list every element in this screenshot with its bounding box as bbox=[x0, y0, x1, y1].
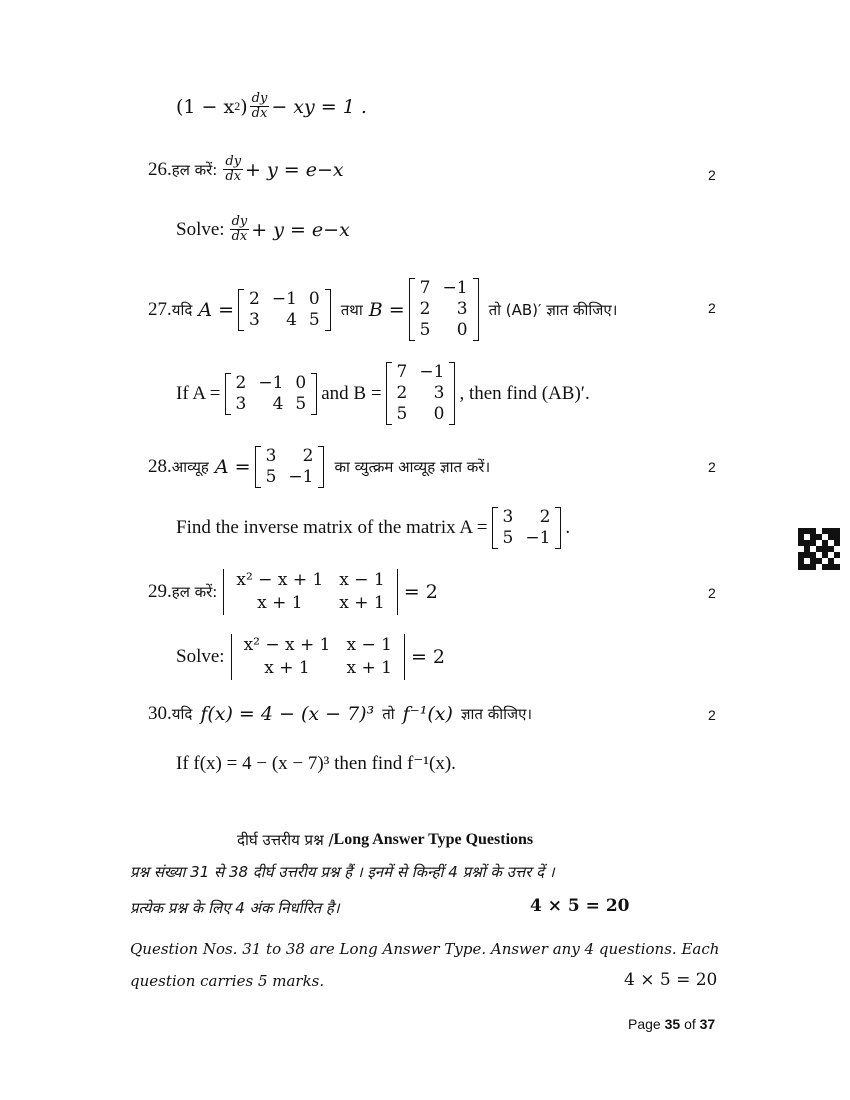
matrix-cell: 5 bbox=[502, 528, 514, 548]
eq-fraction bbox=[250, 92, 270, 121]
matrix-cell: 7 bbox=[396, 362, 408, 382]
question-number: 30. bbox=[148, 703, 172, 724]
a-label: A = bbox=[198, 298, 234, 321]
det-rhs: = 2 bbox=[403, 581, 438, 603]
question-28-hindi bbox=[148, 446, 490, 488]
matrix-cell: −1 bbox=[419, 362, 445, 382]
matrix-cell: 3 bbox=[456, 299, 468, 319]
page-total: 37 bbox=[699, 1016, 716, 1032]
hindi-suffix: का व्युत्क्रम आव्यूह ज्ञात करें। bbox=[334, 458, 491, 476]
matrix-m bbox=[255, 446, 325, 488]
english-prefix: Solve: bbox=[176, 218, 225, 240]
frac-denominator: dx bbox=[231, 229, 248, 244]
marks-q27: 2 bbox=[708, 300, 716, 316]
hindi-if: यदि bbox=[171, 300, 193, 319]
matrix-cell: 4 bbox=[286, 309, 297, 330]
det-cell: x + 1 bbox=[346, 658, 392, 678]
q26-fraction bbox=[223, 155, 243, 184]
matrix-m-en bbox=[492, 507, 562, 549]
matrix-cell: 5 bbox=[308, 309, 320, 330]
frac-denominator: dx bbox=[251, 106, 268, 121]
question-27-hindi bbox=[148, 278, 617, 341]
question-26-hindi bbox=[148, 155, 344, 184]
det-cell: x² − x + 1 bbox=[243, 635, 331, 655]
english-and: and B = bbox=[321, 382, 382, 404]
det-cell: x + 1 bbox=[339, 593, 385, 613]
frac-numerator: dy bbox=[251, 91, 268, 106]
matrix-cell: 2 bbox=[249, 288, 260, 309]
hindi-expr: f(x) = 4 − (x − 7)³ bbox=[200, 703, 375, 725]
hindi-prefix: आव्यूह bbox=[171, 458, 209, 476]
section-heading-english: Long Answer Type Questions bbox=[333, 831, 534, 848]
matrix-cell: 3 bbox=[235, 393, 247, 414]
section-heading bbox=[237, 830, 533, 850]
matrix-cell: 3 bbox=[265, 446, 277, 466]
question-30-english: If f(x) = 4 − (x − 7)³ then find f⁻¹(x). bbox=[176, 753, 456, 774]
det-cell: x − 1 bbox=[346, 635, 392, 655]
page-current: 35 bbox=[664, 1016, 681, 1032]
matrix-cell: 4 bbox=[272, 393, 284, 414]
section-hindi-marks: 4 × 5 = 20 bbox=[530, 896, 630, 916]
question-number: 28. bbox=[148, 456, 172, 477]
question-30-hindi bbox=[148, 703, 532, 725]
eq-lhs-open: (1 − x bbox=[176, 95, 235, 118]
marks-q28: 2 bbox=[708, 459, 716, 475]
matrix-cell: 0 bbox=[295, 372, 307, 393]
determinant-en bbox=[231, 634, 405, 680]
determinant bbox=[223, 569, 397, 615]
matrix-cell: 0 bbox=[308, 288, 320, 309]
section-english-marks: 4 × 5 = 20 bbox=[624, 970, 718, 990]
matrix-cell: 5 bbox=[396, 404, 408, 424]
question-26-english bbox=[176, 215, 350, 244]
english-prefix: Solve: bbox=[176, 646, 225, 667]
matrix-cell: 5 bbox=[265, 467, 277, 487]
b-label: B = bbox=[368, 298, 405, 321]
marks-q26: 2 bbox=[708, 167, 716, 183]
question-number: 26. bbox=[148, 158, 172, 180]
question-28-english: Find the inverse matrix of the matrix A = 3 2 5 −1 . bbox=[176, 507, 571, 548]
marks-q30: 2 bbox=[708, 707, 716, 723]
frac-denominator: dx bbox=[225, 169, 242, 184]
det-cell: x + 1 bbox=[257, 593, 303, 613]
matrix-cell: 7 bbox=[419, 278, 431, 298]
hindi-find: f⁻¹(x) bbox=[402, 703, 453, 725]
hindi-then-word: तो bbox=[382, 705, 395, 723]
eq-sup: 2 bbox=[234, 99, 241, 113]
matrix-cell: 3 bbox=[433, 383, 445, 403]
eq-lhs-close: ) bbox=[240, 95, 248, 118]
question-number: 27. bbox=[148, 298, 172, 320]
frac-numerator: dy bbox=[225, 154, 242, 169]
matrix-a-en bbox=[225, 373, 318, 415]
matrix-cell: 2 bbox=[235, 372, 247, 393]
matrix-a bbox=[238, 289, 331, 331]
matrix-cell: 3 bbox=[249, 309, 260, 330]
section-hindi-line1: प्रश्न संख्या 31 से 38 दीर्घ उत्तरीय प्रश्न हैं । इनमें से किन्हीं 4 प्रश्नों के उत्तर दें । bbox=[130, 863, 555, 881]
matrix-b-en bbox=[386, 362, 456, 425]
english-prefix: Find the inverse matrix of the matrix A = bbox=[176, 517, 488, 538]
q26-fraction-en bbox=[230, 215, 250, 244]
matrix-cell: 5 bbox=[419, 320, 431, 340]
hindi-suffix: ज्ञात कीजिए। bbox=[460, 705, 533, 723]
qr-code-icon bbox=[798, 528, 840, 570]
q26-sup-en: −x bbox=[323, 218, 350, 241]
det-cell: x² − x + 1 bbox=[236, 570, 324, 590]
section-english-line2: question carries 5 marks. bbox=[130, 972, 325, 990]
question-29-english bbox=[176, 634, 445, 680]
q26-sup: −x bbox=[316, 158, 344, 181]
matrix-cell: 2 bbox=[539, 507, 551, 527]
matrix-cell: 5 bbox=[295, 393, 307, 414]
frac-numerator: dy bbox=[231, 214, 248, 229]
matrix-cell: 0 bbox=[456, 320, 468, 340]
english-if: If A = bbox=[176, 382, 221, 404]
matrix-cell: −1 bbox=[258, 372, 284, 393]
hindi-if: यदि bbox=[171, 705, 193, 723]
matrix-cell: −1 bbox=[442, 278, 468, 298]
hindi-then: तो (AB)′ ज्ञात कीजिए। bbox=[488, 300, 618, 319]
matrix-cell: 2 bbox=[419, 299, 431, 319]
q26-expr: + y = e bbox=[245, 158, 317, 181]
det-cell: x + 1 bbox=[264, 658, 310, 678]
a-label: A = bbox=[214, 456, 251, 478]
q26-expr-en: + y = e bbox=[251, 218, 324, 241]
matrix-cell: 2 bbox=[302, 446, 314, 466]
det-cell: x − 1 bbox=[339, 570, 385, 590]
hindi-prefix: हल करें: bbox=[171, 160, 218, 179]
eq-rest: − xy = 1 . bbox=[271, 95, 367, 118]
det-rhs-en: = 2 bbox=[410, 646, 446, 668]
matrix-cell: −1 bbox=[525, 528, 551, 548]
matrix-cell: 3 bbox=[502, 507, 514, 527]
english-then: , then find (AB)′. bbox=[459, 382, 590, 404]
matrix-cell: 0 bbox=[433, 404, 445, 424]
of-label: of bbox=[684, 1016, 696, 1032]
section-hindi-line2: प्रत्येक प्रश्न के लिए 4 अंक निर्धारित है। bbox=[130, 899, 340, 917]
page-footer bbox=[628, 1016, 715, 1032]
hindi-and: तथा bbox=[340, 300, 363, 319]
section-english-line1: Question Nos. 31 to 38 are Long Answer Type. Answer any 4 questions. Each bbox=[130, 940, 720, 958]
matrix-cell: −1 bbox=[288, 467, 314, 487]
hindi-prefix: हल करें: bbox=[171, 583, 218, 601]
matrix-b bbox=[409, 278, 479, 341]
page-label: Page bbox=[628, 1016, 661, 1032]
question-29-hindi bbox=[148, 569, 438, 615]
continuation-equation bbox=[176, 92, 367, 121]
question-27-english bbox=[176, 362, 590, 425]
section-heading-hindi: दीर्घ उत्तरीय प्रश्न / bbox=[237, 831, 334, 849]
matrix-cell: −1 bbox=[271, 288, 297, 309]
marks-q29: 2 bbox=[708, 585, 716, 601]
matrix-cell: 2 bbox=[396, 383, 408, 403]
question-number: 29. bbox=[148, 581, 172, 602]
